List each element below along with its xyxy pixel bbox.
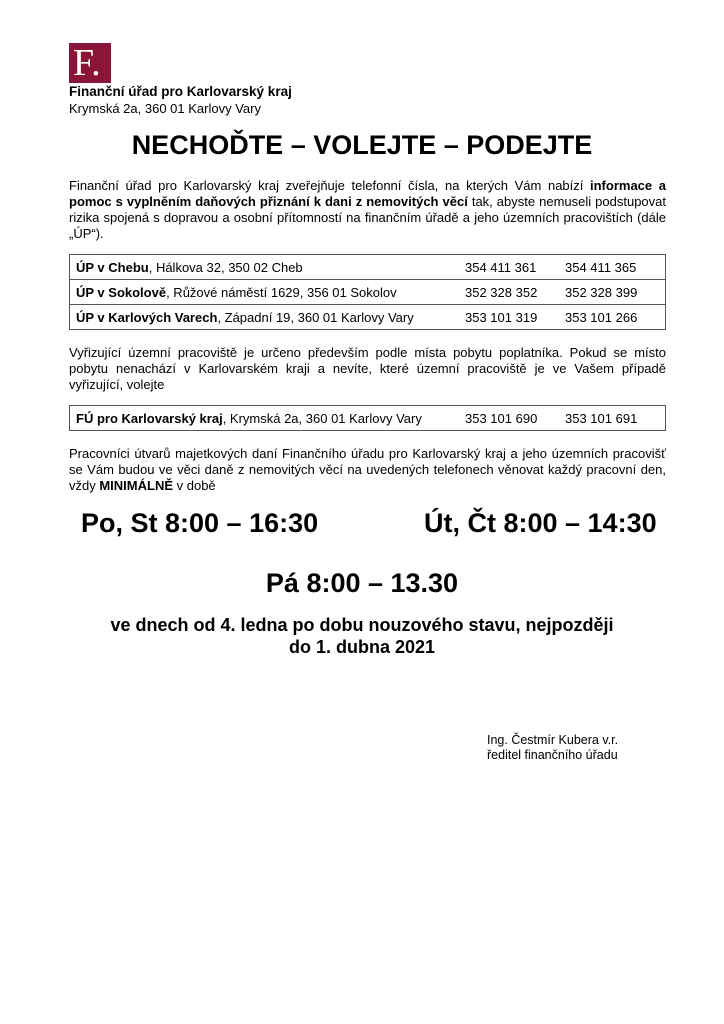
offices-table bbox=[69, 254, 666, 330]
intro-text: Finanční úřad pro Karlovarský kraj zveřejňuje telefonní čísla, na kterých Vám nabízí bbox=[69, 178, 590, 193]
staff-paragraph bbox=[69, 446, 666, 494]
period-line-1: ve dnech od 4. ledna po dobu nouzového stavu, nejpozději bbox=[110, 615, 614, 635]
hours-mon-wed: Po, St 8:00 – 16:30 bbox=[81, 508, 319, 538]
hours-tue-thu: Út, Čt 8:00 – 14:30 bbox=[424, 508, 657, 538]
phone-2: 353 101 691 bbox=[559, 406, 666, 431]
phone-1: 353 101 319 bbox=[459, 305, 559, 330]
phone-2: 352 328 399 bbox=[559, 280, 666, 305]
office-address: , Západní 19, 360 01 Karlovy Vary bbox=[217, 309, 414, 325]
table-row bbox=[70, 280, 666, 305]
staff-text: Pracovníci útvarů majetkových daní Finančního úřadu pro Karlovarský kraj a jeho územních pracovišť se Vám budou ve věci daně z nemovitých věcí na uvedených telefonech věnovat každý pracovní den, vždy bbox=[69, 446, 666, 493]
phone-2: 354 411 365 bbox=[559, 255, 666, 280]
office-cell bbox=[70, 280, 460, 305]
page-title: NECHOĎTE – VOLEJTE – PODEJTE bbox=[131, 130, 593, 160]
org-address: Krymská 2a, 360 01 Karlovy Vary bbox=[69, 101, 261, 116]
note-paragraph: Vyřizující územní pracoviště je určeno především podle místa pobytu poplatníka. Pokud se místo pobytu nenachází v Karlovarském kraji a nevíte, které územní pracoviště je ve Vašem případě vyřizující, volejte bbox=[69, 345, 666, 392]
signatory-role: ředitel finančního úřadu bbox=[487, 748, 618, 762]
phone-1: 353 101 690 bbox=[459, 406, 559, 431]
office-cell bbox=[70, 406, 460, 431]
office-name: ÚP v Sokolově bbox=[76, 284, 167, 300]
table-row bbox=[70, 305, 666, 330]
staff-bold: MINIMÁLNĚ bbox=[99, 478, 174, 493]
intro-bold: informace a pomoc s vyplněním daňových přiznání k dani z nemovitých věcí bbox=[69, 178, 666, 209]
phone-2: 353 101 266 bbox=[559, 305, 666, 330]
org-name: Finanční úřad pro Karlovarský kraj bbox=[69, 84, 292, 99]
office-name: ÚP v Chebu bbox=[76, 259, 149, 275]
table-row bbox=[70, 255, 666, 280]
office-address: , Růžové náměstí 1629, 356 01 Sokolov bbox=[166, 284, 397, 300]
period-line-2: do 1. dubna 2021 bbox=[288, 637, 436, 657]
hours-fri: Pá 8:00 – 13.30 bbox=[265, 568, 459, 598]
office-address: , Hálkova 32, 350 02 Cheb bbox=[148, 259, 303, 275]
phone-1: 352 328 352 bbox=[459, 280, 559, 305]
office-cell bbox=[70, 255, 460, 280]
table-row bbox=[70, 406, 666, 431]
staff-text-end: v době bbox=[173, 478, 216, 493]
office-cell bbox=[70, 305, 460, 330]
office-address: , Krymská 2a, 360 01 Karlovy Vary bbox=[222, 410, 422, 426]
main-office-table bbox=[69, 405, 666, 431]
intro-paragraph bbox=[69, 178, 666, 242]
signature bbox=[487, 733, 618, 763]
intro-text-end: tak, abyste nemuseli podstupovat rizika spojená s dopravou a osobní přítomností na finančním úřadě a jeho územních pracovištích (dále „ÚP“). bbox=[69, 194, 666, 241]
office-name: ÚP v Karlových Varech bbox=[76, 309, 218, 325]
office-name: FÚ pro Karlovarský kraj bbox=[76, 410, 223, 426]
phone-1: 354 411 361 bbox=[459, 255, 559, 280]
signatory-name: Ing. Čestmír Kubera v.r. bbox=[487, 733, 619, 747]
office-logo: F. bbox=[69, 43, 111, 83]
